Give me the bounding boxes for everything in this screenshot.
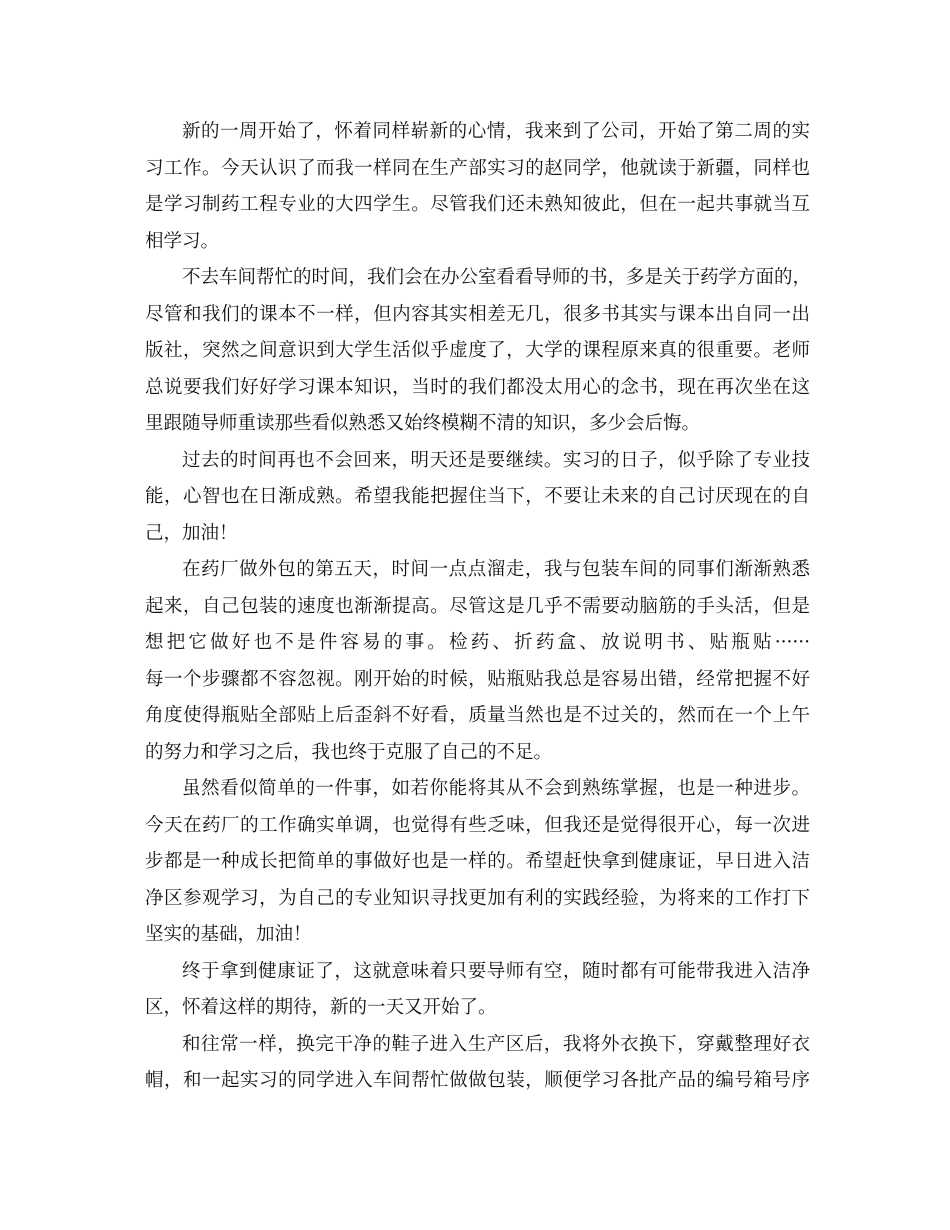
text-line: 虽然看似简单的一件事，如若你能将其从不会到熟练掌握，也是一种进步。: [182, 778, 810, 799]
text-line: 净区参观学习，为自己的专业知识寻找更加有利的实践经验，为将来的工作打下: [145, 887, 810, 909]
text-line: 习工作。今天认识了而我一样同在生产部实习的赵同学，他就读于新疆，同样也: [145, 157, 810, 179]
text-line: 是学习制药工程专业的大四学生。尽管我们还未熟知彼此，但在一起共事就当互: [145, 194, 810, 215]
text-line: 的努力和学习之后，我也终于克服了自己的不足。: [145, 741, 553, 763]
text-line: 坚实的基础，加油！: [145, 924, 312, 945]
text-line: 过去的时间再也不会回来，明天还是要继续。实习的日子，似乎除了专业技: [182, 449, 810, 471]
document-body: [145, 114, 810, 1100]
text-line: 不去车间帮忙的时间，我们会在办公室看看导师的书，多是关于药学方面的，: [182, 267, 812, 288]
text-line: 版社，突然之间意识到大学生活似乎虚度了，大学的课程原来真的很重要。老师: [145, 340, 810, 361]
text-line: 角度使得瓶贴全部贴上后歪斜不好看，质量当然也是不过关的，然而在一个上午: [145, 705, 810, 726]
text-line: 里跟随导师重读那些看似熟悉又始终模糊不清的知识，多少会后悔。: [145, 413, 701, 434]
text-line: 想把它做好也不是件容易的事。检药、折药盒、放说明书、贴瓶贴······: [145, 632, 810, 653]
text-line: 终于拿到健康证了，这就意味着只要导师有空，随时都有可能带我进入洁净: [182, 960, 810, 982]
text-line: 区，怀着这样的期待，新的一天又开始了。: [145, 997, 497, 1018]
text-line: 尽管和我们的课本不一样，但内容其实相差无几，很多书其实与课本出自同一出: [145, 303, 810, 325]
text-line: 相学习。: [145, 230, 220, 252]
text-line: 起来，自己包装的速度也渐渐提高。尽管这是几乎不需要动脑筋的手头活，但是: [145, 595, 810, 617]
text-line: 每一个步骤都不容忽视。刚开始的时候，贴瓶贴我总是容易出错，经常把握不好: [145, 668, 810, 690]
text-line: 步都是一种成长把简单的事做好也是一样的。希望赶快拿到健康证，早日进入洁: [145, 851, 810, 872]
text-line: 能，心智也在日渐成熟。希望我能把握住当下，不要让未来的自己讨厌现在的自: [145, 486, 810, 507]
text-line: 总说要我们好好学习课本知识，当时的我们都没太用心的念书，现在再次坐在这: [145, 376, 810, 398]
text-line: 和往常一样，换完干净的鞋子进入生产区后，我将外衣换下，穿戴整理好衣: [182, 1033, 810, 1055]
text-line: 己，加油！: [145, 522, 238, 544]
text-line: 在药厂做外包的第五天，时间一点点溜走，我与包装车间的同事们渐渐熟悉: [182, 559, 810, 580]
text-line: 帽，和一起实习的同学进入车间帮忙做做包装，顺便学习各批产品的编号箱号序: [145, 1070, 810, 1091]
text-line: 新的一周开始了，怀着同样崭新的心情，我来到了公司，开始了第二周的实: [182, 121, 810, 142]
text-line: 今天在药厂的工作确实单调，也觉得有些乏味，但我还是觉得很开心，每一次进: [145, 814, 810, 836]
